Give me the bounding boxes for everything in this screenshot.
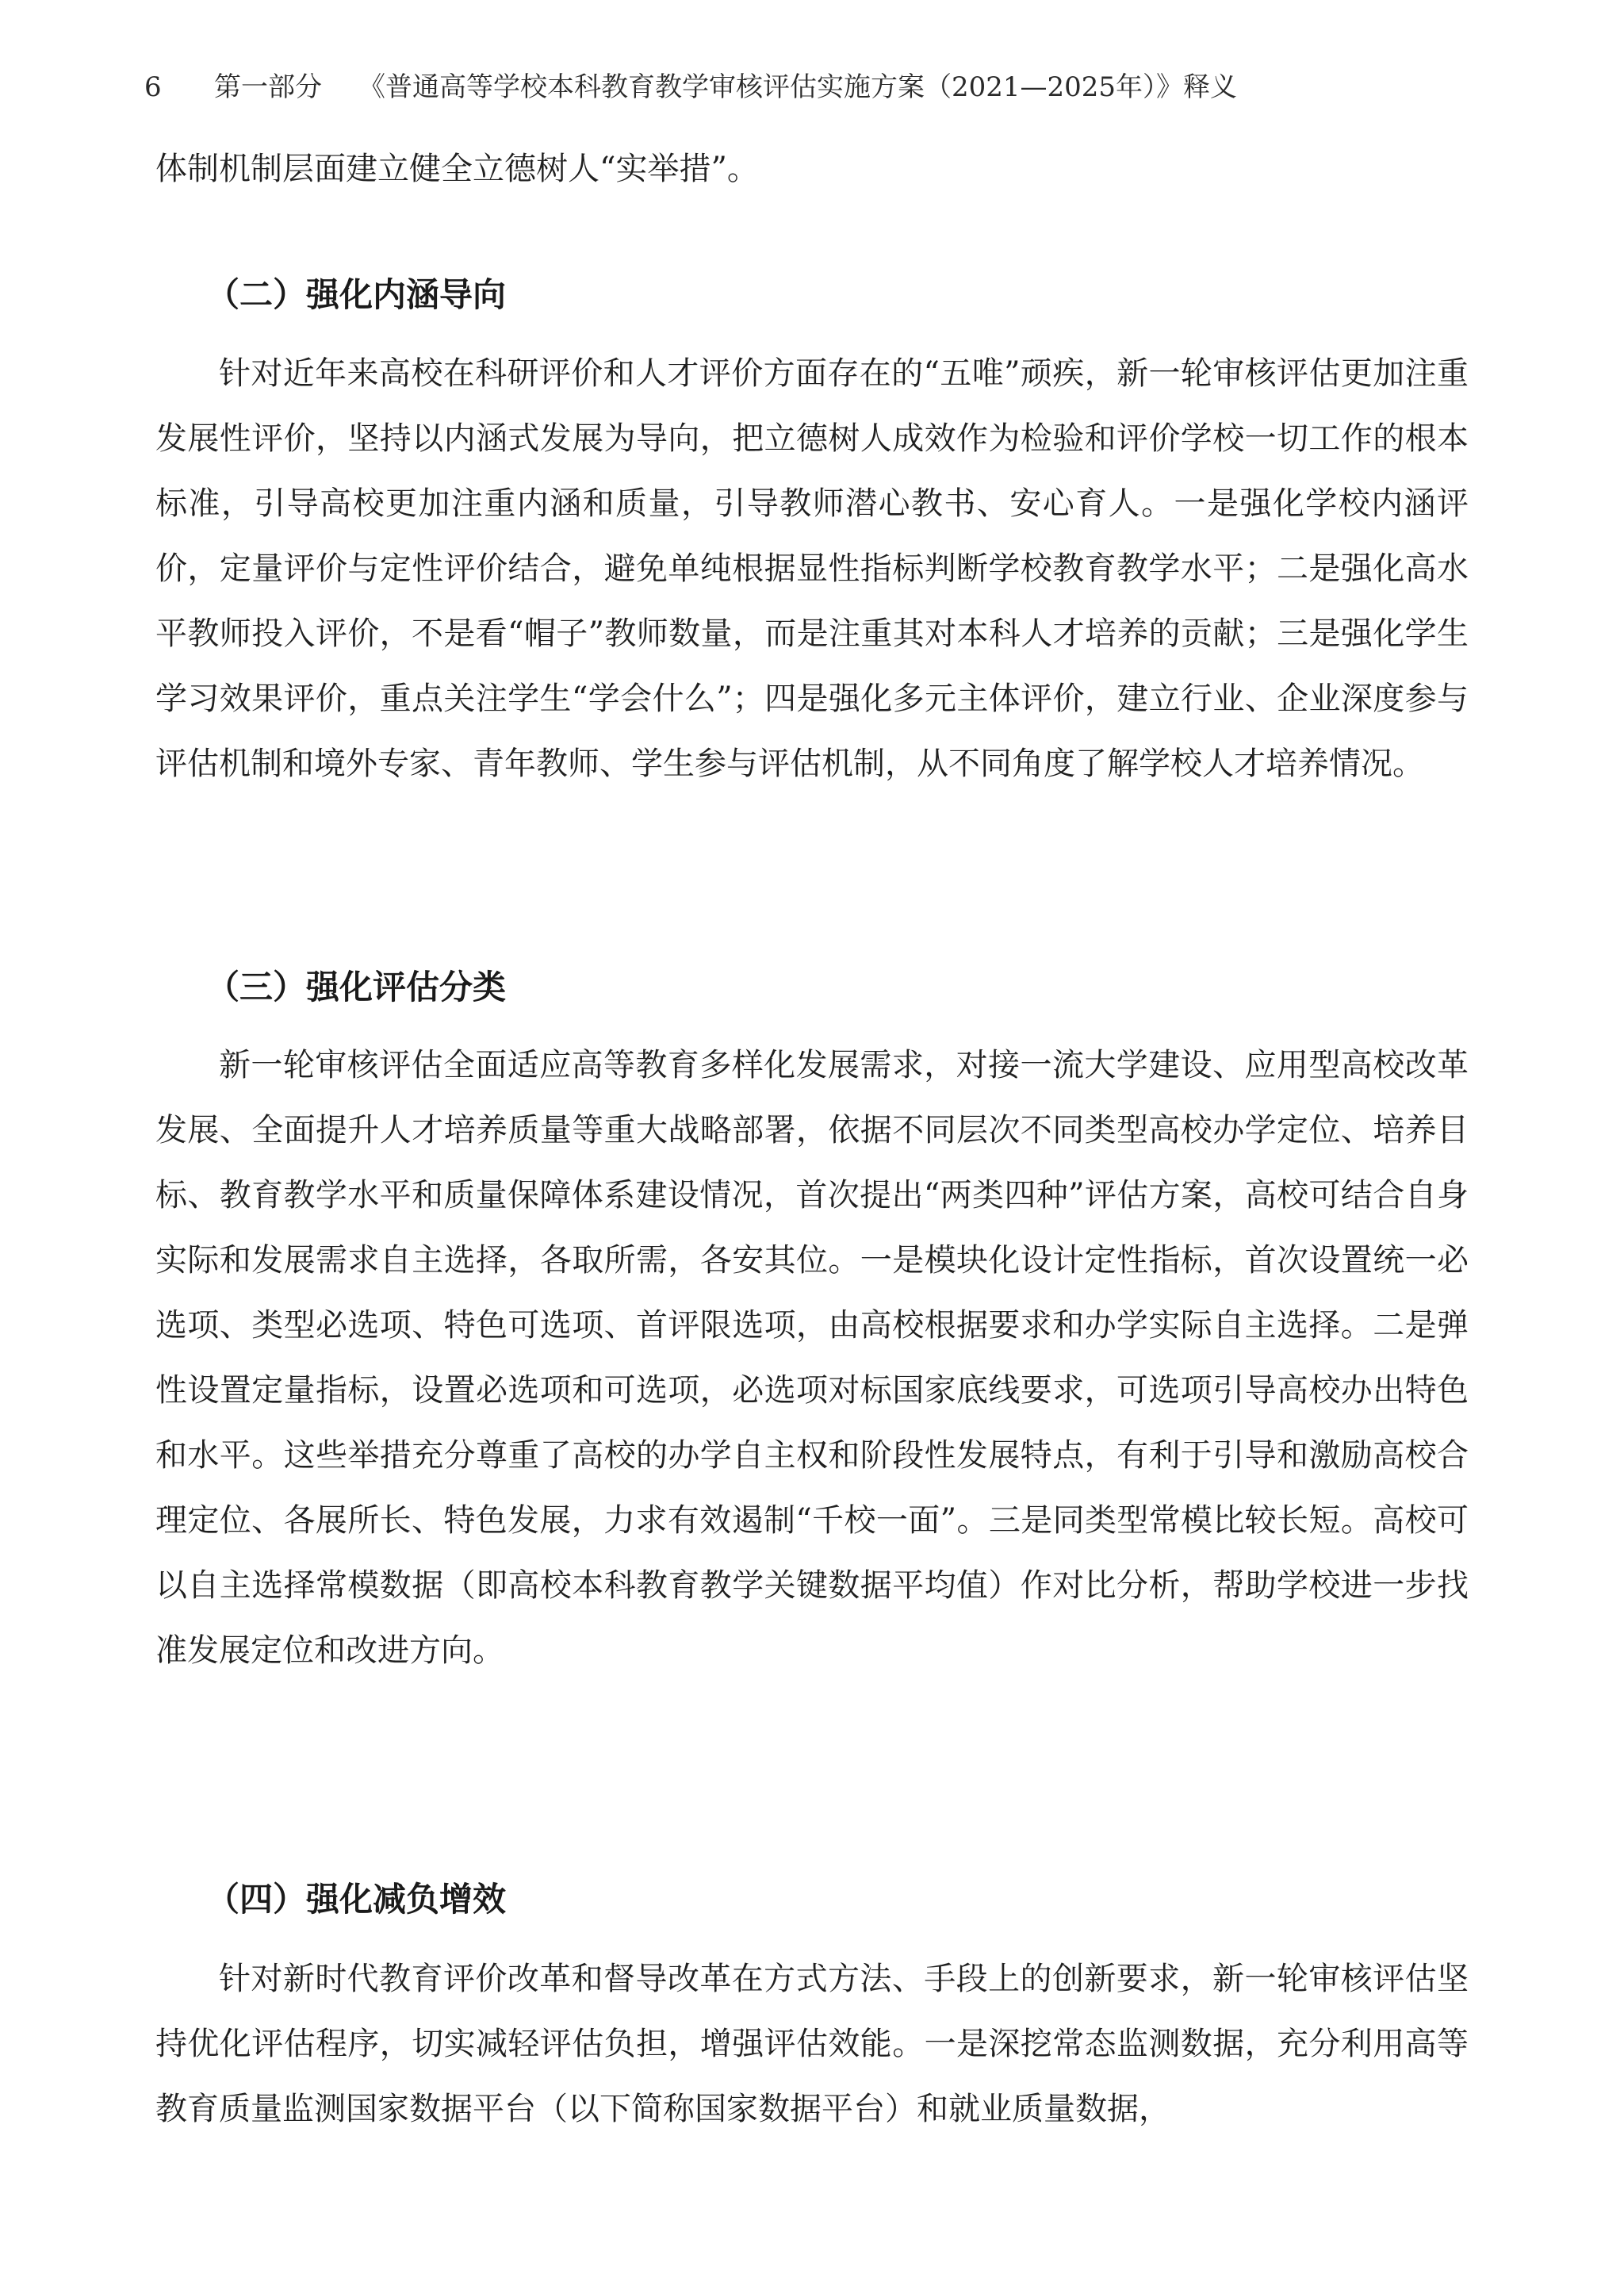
section-heading-3: （三）强化评估分类 bbox=[206, 968, 507, 1007]
paragraph-section-3: 新一轮审核评估全面适应高等教育多样化发展需求，对接一流大学建设、应用型高校改革发展、全面提升人才培养质量等重大战略部署，依据不同层次不同类型高校办学定位、培养目标、教育教学水平和质量保障体系建设情况，首次提出“两类四种”评估方案，高校可结合自身实际和发展需求自主选择，各取所需，各安其位。一是模块化设计定性指标，首次设置统一必选项、类型必选项、特色可选项、首评限选项，由高校根据要求和办学实际自主选择。二是弹性设置定量指标，设置必选项和可选项，必选项对标国家底线要求，可选项引导高校办出特色和水平。这些举措充分尊重了高校的办学自主权和阶段性发展特点，有利于引导和激励高校合理定位、各展所长、特色发展，力求有效遏制“千校一面”。三是同类型常模比较长短。高校可以自主选择常模数据（即高校本科教育教学关键数据平均值）作对比分析，帮助学校进一步找准发展定位和改进方向。 bbox=[155, 1047, 1469, 1669]
paragraph-section-4: 针对新时代教育评价改革和督导改革在方式方法、手段上的创新要求，新一轮审核评估坚持优化评估程序，切实减轻评估负担，增强评估效能。一是深挖常态监测数据，充分利用高等教育质量监测国家数据平台（以下简称国家数据平台）和就业质量数据， bbox=[155, 1961, 1469, 2127]
section-heading-4: （四）强化减负增效 bbox=[206, 1880, 507, 1919]
book-title: 《普通高等学校本科教育教学审核评估实施方案（2021—2025年）》释义 bbox=[358, 71, 1238, 103]
paragraph-continuation: 体制机制层面建立健全立德树人“实举措”。 bbox=[155, 151, 759, 187]
paragraph-section-2: 针对近年来高校在科研评价和人才评价方面存在的“五唯”顽疾，新一轮审核评估更加注重发展性评价，坚持以内涵式发展为导向，把立德树人成效作为检验和评价学校一切工作的根本标准，引导高校更加注重内涵和质量，引导教师潜心教书、安心育人。一是强化学校内涵评价，定量评价与定性评价结合，避免单纯根据显性指标判断学校教育教学水平；二是强化高水平教师投入评价，不是看“帽子”教师数量，而是注重其对本科人才培养的贡献；三是强化学生学习效果评价，重点关注学生“学会什么”；四是强化多元主体评价，建立行业、企业深度参与评估机制和境外专家、青年教师、学生参与评估机制，从不同角度了解学校人才培养情况。 bbox=[155, 355, 1469, 782]
page-number: 6 bbox=[144, 71, 162, 103]
part-label: 第一部分 bbox=[214, 71, 322, 103]
running-header bbox=[144, 63, 1492, 111]
section-heading-2: （二）强化内涵导向 bbox=[206, 275, 507, 314]
